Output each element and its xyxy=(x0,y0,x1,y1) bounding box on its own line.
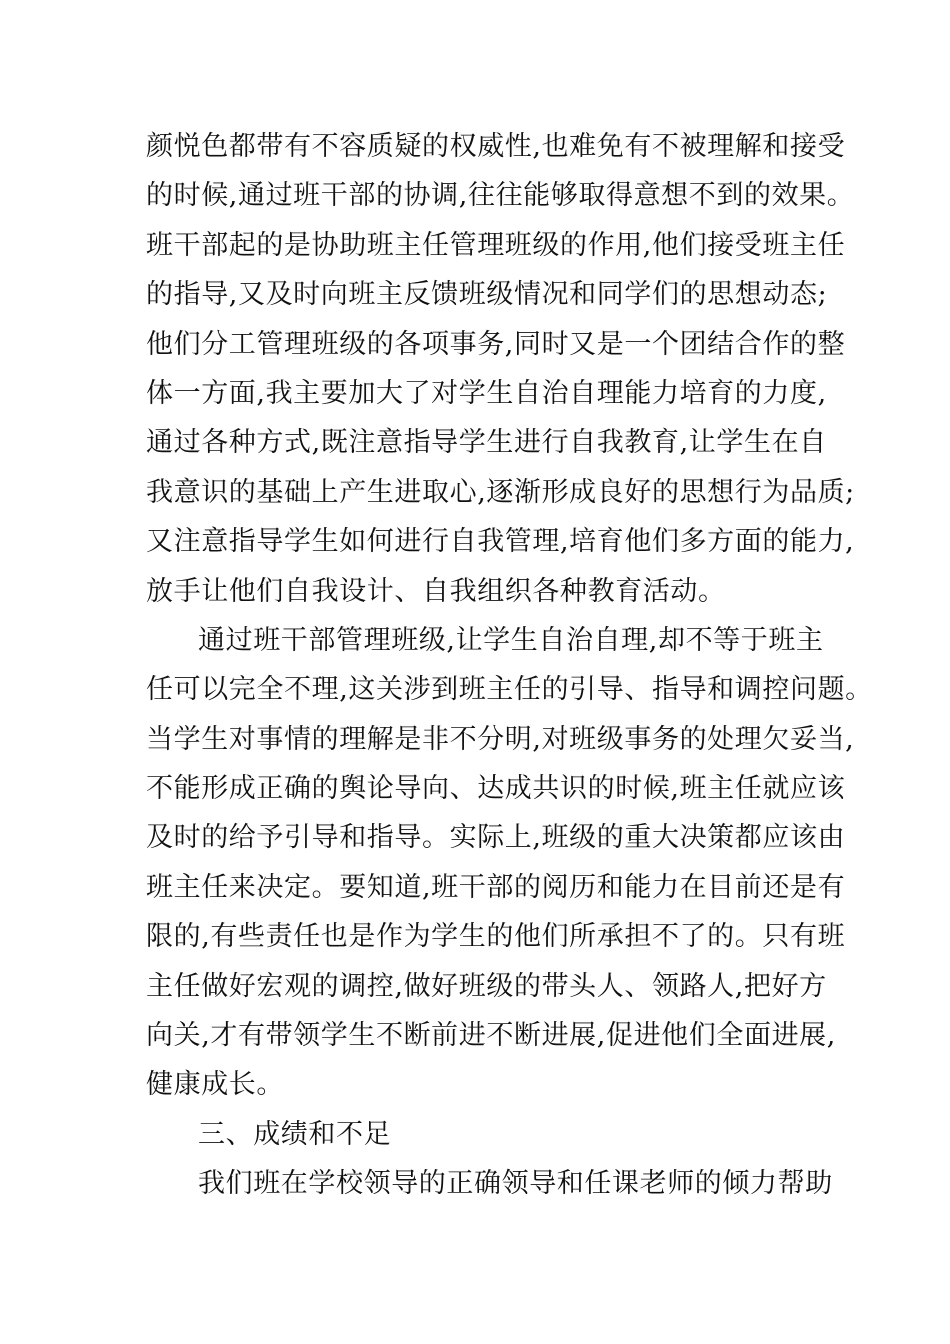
text-line: 我意识的基础上产生进取心,逐渐形成良好的思想行为品质; xyxy=(146,476,855,508)
text-line: 健康成长。 xyxy=(146,1069,284,1101)
text-line: 班干部起的是协助班主任管理班级的作用,他们接受班主任 xyxy=(146,229,846,261)
text-line: 向关,才有带领学生不断前进不断进展,促进他们全面进展, xyxy=(146,1020,836,1052)
section-heading: 三、成绩和不足 xyxy=(198,1118,392,1150)
text-line: 他们分工管理班级的各项事务,同时又是一个团结合作的整 xyxy=(146,328,846,360)
text-line: 的时候,通过班干部的协调,往往能够取得意想不到的效果。 xyxy=(146,180,855,212)
text-line: 限的,有些责任也是作为学生的他们所承担不了的。只有班 xyxy=(146,921,846,953)
text-line: 及时的给予引导和指导。实际上,班级的重大决策都应该由 xyxy=(146,822,846,854)
paragraph-start-line: 我们班在学校领导的正确领导和任课老师的倾力帮助 xyxy=(198,1168,833,1200)
text-line: 的指导,又及时向班主反馈班级情况和同学们的思想动态; xyxy=(146,279,828,311)
text-line: 任可以完全不理,这关涉到班主任的引导、指导和调控问题。 xyxy=(146,674,873,706)
text-line: 又注意指导学生如何进行自我管理,培育他们多方面的能力, xyxy=(146,526,855,558)
text-line: 不能形成正确的舆论导向、达成共识的时候,班主任就应该 xyxy=(146,773,846,805)
text-line: 通过各种方式,既注意指导学生进行自我教育,让学生在自 xyxy=(146,427,827,459)
text-line: 体一方面,我主要加大了对学生自治自理能力培育的力度, xyxy=(146,377,827,409)
text-line: 主任做好宏观的调控,做好班级的带头人、领路人,把好方 xyxy=(146,970,827,1002)
text-line: 当学生对事情的理解是非不分明,对班级事务的处理欠妥当, xyxy=(146,723,855,755)
text-line: 放手让他们自我设计、自我组织各种教育活动。 xyxy=(146,575,726,607)
text-line: 颜悦色都带有不容质疑的权威性,也难免有不被理解和接受 xyxy=(146,131,846,162)
document-body xyxy=(146,122,873,1209)
paragraph-start-line: 通过班干部管理班级,让学生自治自理,却不等于班主 xyxy=(198,624,824,656)
text-line: 班主任来决定。要知道,班干部的阅历和能力在目前还是有 xyxy=(146,871,846,903)
